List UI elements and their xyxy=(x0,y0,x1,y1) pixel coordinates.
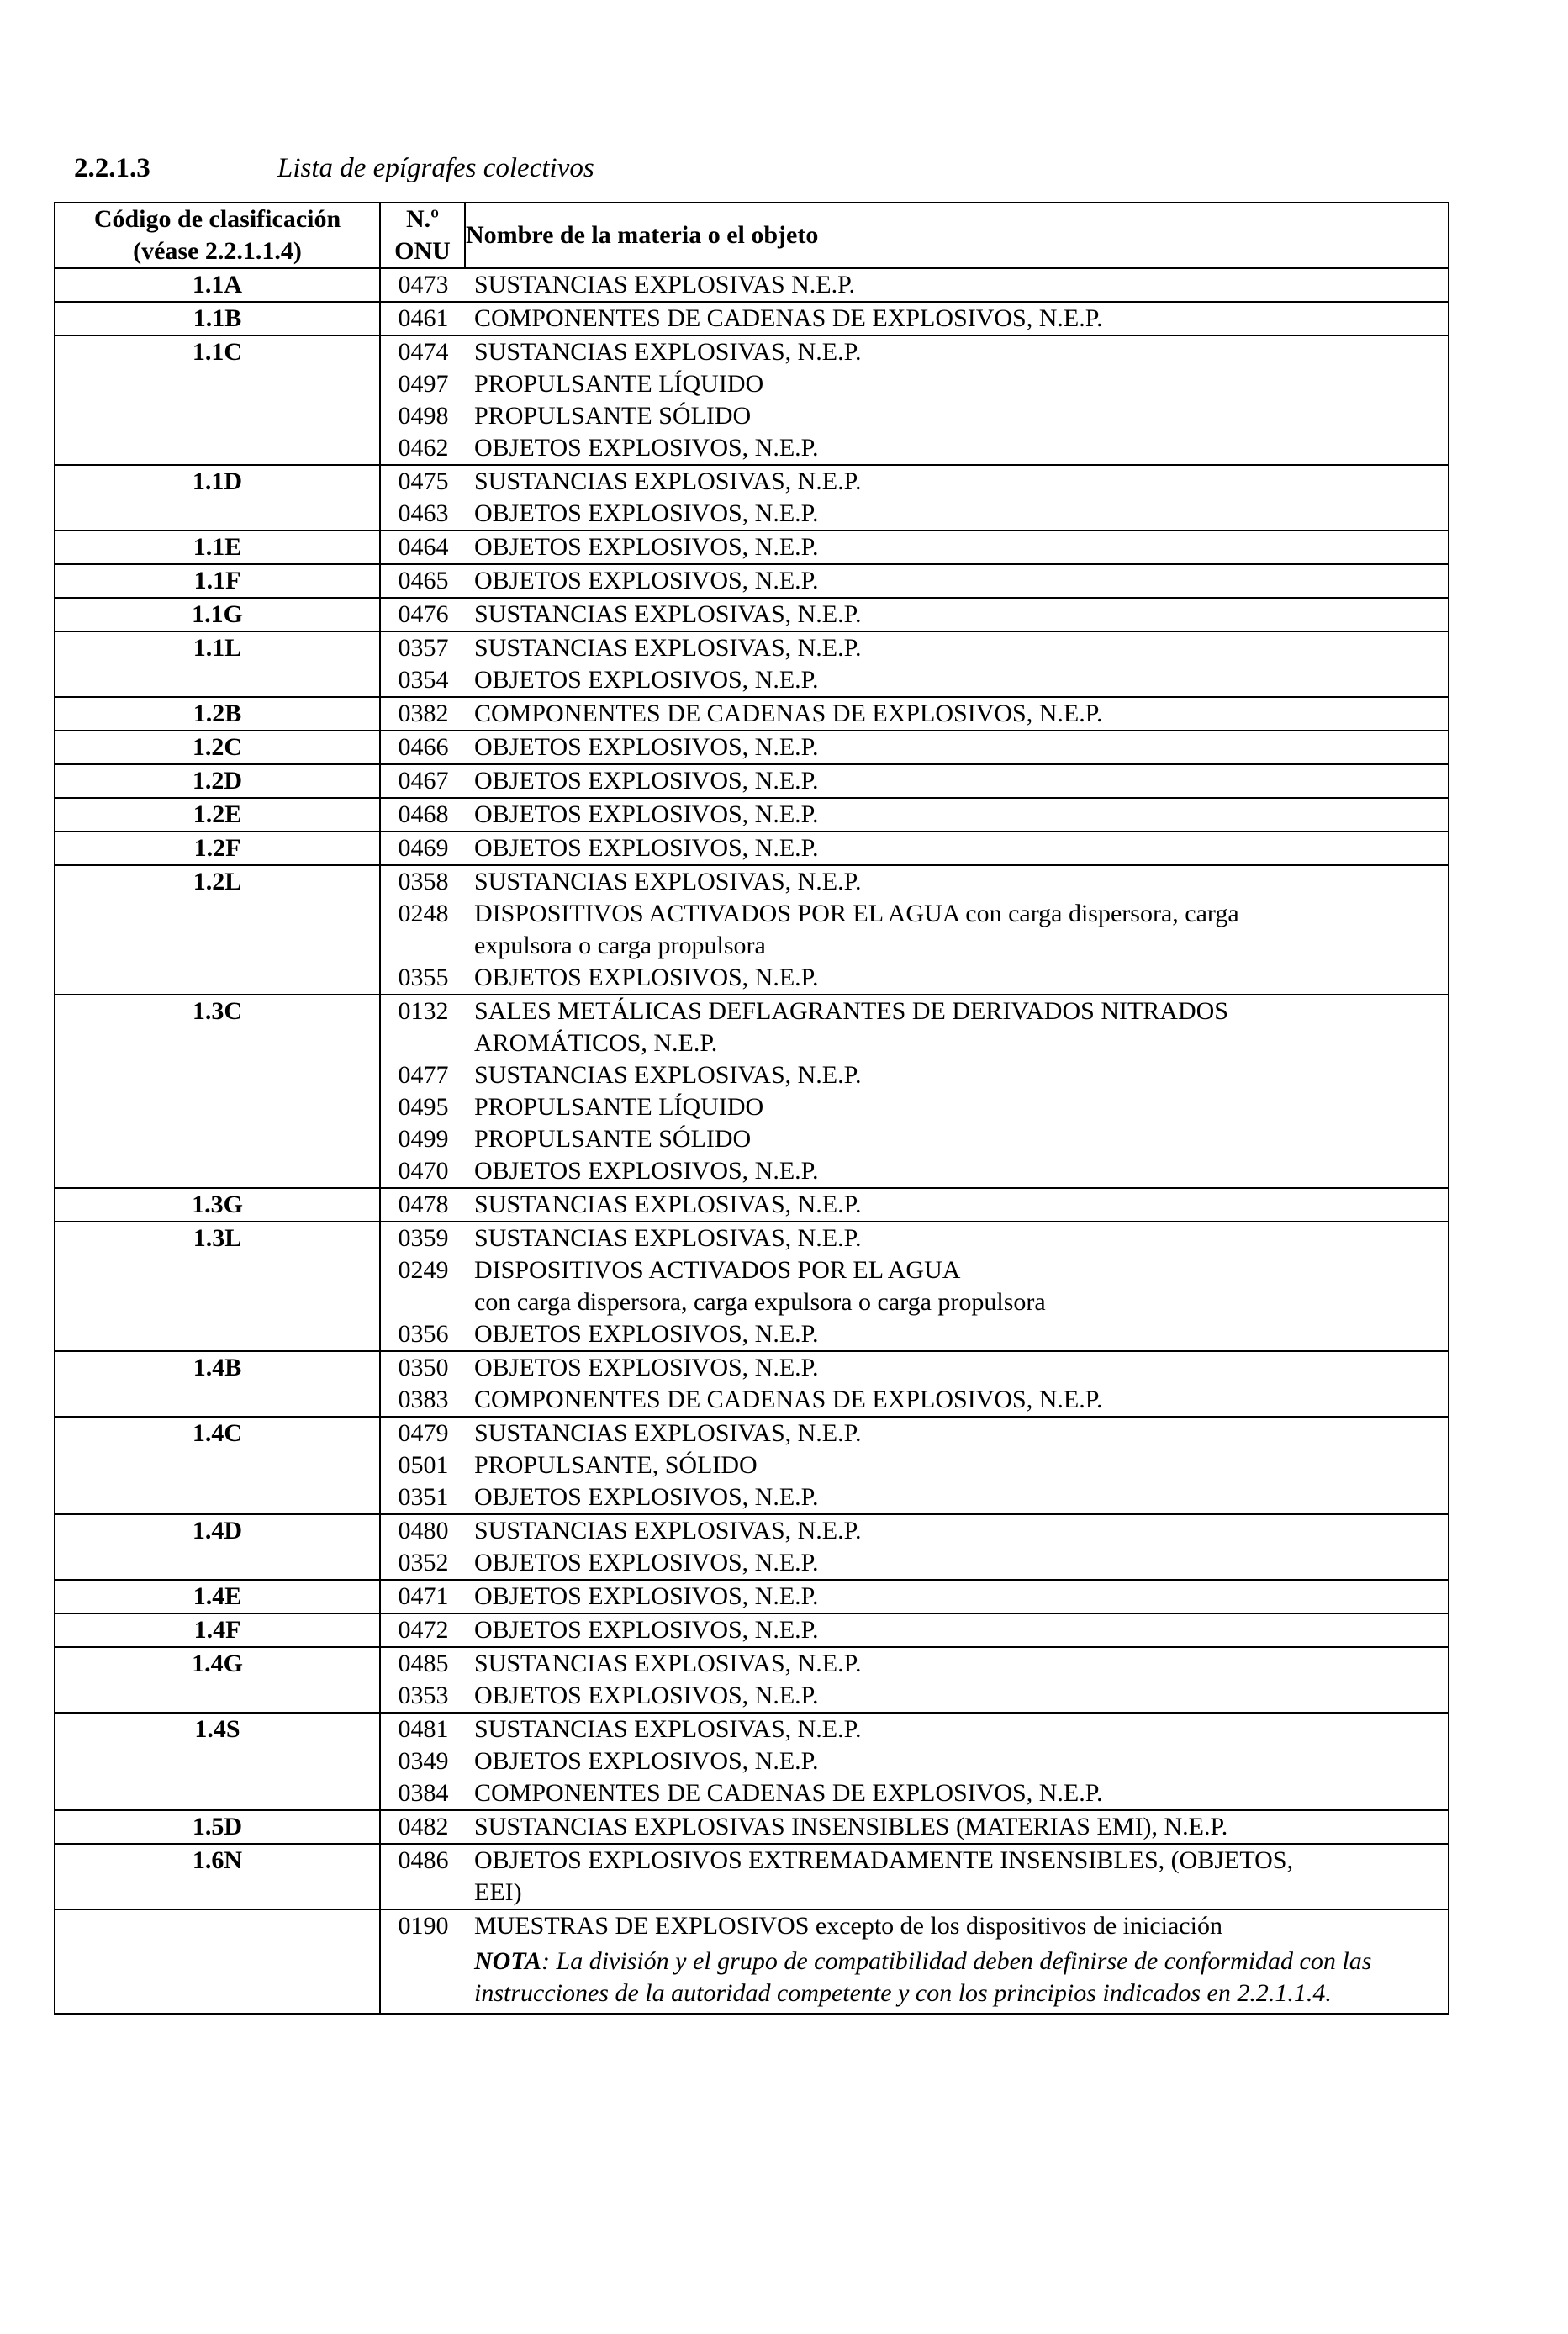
un-number: 0190 xyxy=(398,1912,449,1940)
table-row xyxy=(55,598,1449,631)
un-number: 0351 xyxy=(398,1483,449,1511)
table-row xyxy=(55,1222,1449,1351)
classification-code: 1.4D xyxy=(55,1514,380,1580)
substance-name: PROPULSANTE SÓLIDO xyxy=(474,1125,752,1153)
classification-code: 1.5D xyxy=(55,1810,380,1844)
classification-code: 1.1B xyxy=(55,302,380,335)
classification-code: 1.2D xyxy=(55,764,380,798)
table-row xyxy=(55,995,1449,1188)
un-number: 0469 xyxy=(398,834,449,862)
entries-cell xyxy=(380,1713,1449,1810)
table-row xyxy=(55,1909,1449,2014)
un-number: 0471 xyxy=(398,1582,449,1610)
classification-code: 1.4G xyxy=(55,1647,380,1713)
classification-code: 1.1E xyxy=(55,531,380,564)
substance-name: MUESTRAS DE EXPLOSIVOS excepto de los dispositivos de iniciación xyxy=(474,1912,1222,1940)
entries-cell xyxy=(380,764,1449,798)
un-number: 0359 xyxy=(398,1224,449,1252)
substance-name: expulsora o carga propulsora xyxy=(474,932,766,959)
table-row xyxy=(55,1613,1449,1647)
un-number: 0248 xyxy=(398,900,449,927)
entries-cell xyxy=(380,1222,1449,1351)
classification-code: 1.2E xyxy=(55,798,380,832)
un-number: 0357 xyxy=(398,634,449,662)
classification-code: 1.2L xyxy=(55,865,380,995)
un-number: 0499 xyxy=(398,1125,449,1153)
table-row xyxy=(55,631,1449,697)
un-number: 0353 xyxy=(398,1682,449,1709)
un-number: 0485 xyxy=(398,1650,449,1677)
un-number: 0384 xyxy=(398,1779,449,1807)
un-number: 0467 xyxy=(398,767,449,795)
entries-cell xyxy=(380,731,1449,764)
entries-cell xyxy=(380,335,1449,465)
substance-name: SUSTANCIAS EXPLOSIVAS, N.E.P. xyxy=(474,1224,862,1252)
un-number: 0383 xyxy=(398,1386,449,1413)
entries-cell xyxy=(380,268,1449,302)
entries-cell xyxy=(380,631,1449,697)
substance-name: SUSTANCIAS EXPLOSIVAS, N.E.P. xyxy=(474,338,862,366)
table-row xyxy=(55,1188,1449,1222)
table-row xyxy=(55,1844,1449,1909)
un-number: 0470 xyxy=(398,1157,449,1185)
substance-name: SUSTANCIAS EXPLOSIVAS, N.E.P. xyxy=(474,467,862,495)
entries-cell xyxy=(380,798,1449,832)
classification-code: 1.3G xyxy=(55,1188,380,1222)
substance-name: SUSTANCIAS EXPLOSIVAS, N.E.P. xyxy=(474,1650,862,1677)
un-number: 0132 xyxy=(398,997,449,1025)
un-number: 0498 xyxy=(398,402,449,430)
un-number: 0466 xyxy=(398,733,449,761)
table-note xyxy=(474,1942,1441,2013)
substance-name: SUSTANCIAS EXPLOSIVAS N.E.P. xyxy=(474,271,855,298)
entries-cell xyxy=(380,1417,1449,1514)
table-row xyxy=(55,268,1449,302)
substance-name: OBJETOS EXPLOSIVOS, N.E.P. xyxy=(474,1354,819,1381)
header-un-number xyxy=(380,203,465,268)
entries-cell xyxy=(380,564,1449,598)
classification-code: 1.3C xyxy=(55,995,380,1188)
classification-code: 1.4F xyxy=(55,1613,380,1647)
table-row xyxy=(55,1580,1449,1613)
un-number: 0468 xyxy=(398,800,449,828)
substance-name: DISPOSITIVOS ACTIVADOS POR EL AGUA con carga dispersora, carga xyxy=(474,900,1239,927)
un-number: 0382 xyxy=(398,700,449,727)
substance-name: AROMÁTICOS, N.E.P. xyxy=(474,1029,718,1057)
section-number: 2.2.1.3 xyxy=(74,153,150,183)
substance-name: con carga dispersora, carga expulsora o carga propulsora xyxy=(474,1288,1046,1316)
header-code-line1: Código de clasificación xyxy=(93,205,341,233)
entries-cell xyxy=(380,697,1449,731)
substance-name: OBJETOS EXPLOSIVOS, N.E.P. xyxy=(474,1747,819,1775)
substance-name: OBJETOS EXPLOSIVOS, N.E.P. xyxy=(474,567,819,594)
substance-name: SUSTANCIAS EXPLOSIVAS, N.E.P. xyxy=(474,600,862,628)
entries-cell xyxy=(380,598,1449,631)
note-label: NOTA xyxy=(474,1947,542,1975)
header-onu-line2: ONU xyxy=(394,237,451,265)
classification-code: 1.4B xyxy=(55,1351,380,1417)
classification-code: 1.2C xyxy=(55,731,380,764)
un-number: 0501 xyxy=(398,1451,449,1479)
substance-name: OBJETOS EXPLOSIVOS, N.E.P. xyxy=(474,533,819,561)
note-text: : La división y el grupo de compatibilidad deben definirse de conformidad con las xyxy=(541,1947,1372,1975)
un-number: 0476 xyxy=(398,600,449,628)
substance-name: OBJETOS EXPLOSIVOS, N.E.P. xyxy=(474,1616,819,1644)
substance-name: PROPULSANTE LÍQUIDO xyxy=(474,1093,764,1121)
classification-code: 1.4E xyxy=(55,1580,380,1613)
header-classification-code xyxy=(55,203,380,268)
substance-name: OBJETOS EXPLOSIVOS, N.E.P. xyxy=(474,1320,819,1348)
un-number: 0352 xyxy=(398,1549,449,1576)
un-number: 0479 xyxy=(398,1419,449,1447)
classification-code: 1.4S xyxy=(55,1713,380,1810)
substance-name: SUSTANCIAS EXPLOSIVAS INSENSIBLES (MATERIAS EMI), N.E.P. xyxy=(474,1813,1228,1840)
entries-cell xyxy=(380,865,1449,995)
un-number: 0486 xyxy=(398,1846,449,1874)
un-number: 0481 xyxy=(398,1715,449,1743)
substance-name: OBJETOS EXPLOSIVOS, N.E.P. xyxy=(474,499,819,527)
table-row xyxy=(55,465,1449,531)
entries-cell xyxy=(380,531,1449,564)
table-row xyxy=(55,335,1449,465)
substance-name: DISPOSITIVOS ACTIVADOS POR EL AGUA xyxy=(474,1256,961,1284)
table-row xyxy=(55,1417,1449,1514)
un-number: 0462 xyxy=(398,434,449,462)
note-text: instrucciones de la autoridad competente y con los principios indicados en 2.2.1.1.4. xyxy=(474,1979,1332,2007)
un-number: 0354 xyxy=(398,666,449,694)
table-row xyxy=(55,1351,1449,1417)
substance-name: OBJETOS EXPLOSIVOS, N.E.P. xyxy=(474,666,819,694)
substance-name: OBJETOS EXPLOSIVOS, N.E.P. xyxy=(474,434,819,462)
classification-code xyxy=(55,1909,380,2014)
un-number: 0497 xyxy=(398,370,449,398)
un-number: 0355 xyxy=(398,964,449,991)
substance-name: OBJETOS EXPLOSIVOS EXTREMADAMENTE INSENSIBLES, (OBJETOS, xyxy=(474,1846,1293,1874)
substance-name: OBJETOS EXPLOSIVOS, N.E.P. xyxy=(474,1157,819,1185)
substance-name: OBJETOS EXPLOSIVOS, N.E.P. xyxy=(474,964,819,991)
classification-code: 1.1D xyxy=(55,465,380,531)
entries-cell xyxy=(380,1613,1449,1647)
header-name-label: Nombre de la materia o el objeto xyxy=(466,221,819,249)
classification-code: 1.1A xyxy=(55,268,380,302)
substance-name: OBJETOS EXPLOSIVOS, N.E.P. xyxy=(474,1682,819,1709)
un-number: 0350 xyxy=(398,1354,449,1381)
substance-name: OBJETOS EXPLOSIVOS, N.E.P. xyxy=(474,767,819,795)
entries-cell xyxy=(380,995,1449,1188)
table-row xyxy=(55,731,1449,764)
substance-name: COMPONENTES DE CADENAS DE EXPLOSIVOS, N.E.P. xyxy=(474,700,1103,727)
substance-name: PROPULSANTE LÍQUIDO xyxy=(474,370,764,398)
entries-cell xyxy=(380,465,1449,531)
entries-cell xyxy=(380,1909,1449,2014)
un-number: 0349 xyxy=(398,1747,449,1775)
table-row xyxy=(55,1514,1449,1580)
substance-name: SUSTANCIAS EXPLOSIVAS, N.E.P. xyxy=(474,868,862,895)
substance-name: SALES METÁLICAS DEFLAGRANTES DE DERIVADOS NITRADOS xyxy=(474,997,1228,1025)
substance-name: SUSTANCIAS EXPLOSIVAS, N.E.P. xyxy=(474,634,862,662)
table-body xyxy=(55,268,1449,2014)
un-number: 0464 xyxy=(398,533,449,561)
un-number: 0463 xyxy=(398,499,449,527)
table-row xyxy=(55,1810,1449,1844)
un-number: 0475 xyxy=(398,467,449,495)
table-row xyxy=(55,1647,1449,1713)
section-heading xyxy=(74,150,594,187)
classification-code: 1.3L xyxy=(55,1222,380,1351)
classification-code: 1.6N xyxy=(55,1844,380,1909)
substance-name: EEI) xyxy=(474,1878,522,1906)
un-number: 0358 xyxy=(398,868,449,895)
section-title: Lista de epígrafes colectivos xyxy=(277,153,594,183)
substance-name: PROPULSANTE, SÓLIDO xyxy=(474,1451,758,1479)
un-number: 0495 xyxy=(398,1093,449,1121)
substance-name: COMPONENTES DE CADENAS DE EXPLOSIVOS, N.E.P. xyxy=(474,304,1103,332)
header-code-line2: (véase 2.2.1.1.4) xyxy=(133,237,302,265)
substance-name: SUSTANCIAS EXPLOSIVAS, N.E.P. xyxy=(474,1061,862,1089)
un-number: 0465 xyxy=(398,567,449,594)
substance-name: COMPONENTES DE CADENAS DE EXPLOSIVOS, N.E.P. xyxy=(474,1779,1103,1807)
classification-code: 1.2F xyxy=(55,832,380,865)
un-number: 0477 xyxy=(398,1061,449,1089)
table-row xyxy=(55,697,1449,731)
un-number: 0356 xyxy=(398,1320,449,1348)
entries-cell xyxy=(380,302,1449,335)
entries-cell xyxy=(380,1351,1449,1417)
substance-name: PROPULSANTE SÓLIDO xyxy=(474,402,752,430)
classification-code: 1.2B xyxy=(55,697,380,731)
classification-code: 1.1L xyxy=(55,631,380,697)
classification-code: 1.1F xyxy=(55,564,380,598)
substance-name: OBJETOS EXPLOSIVOS, N.E.P. xyxy=(474,1549,819,1576)
substance-name: SUSTANCIAS EXPLOSIVAS, N.E.P. xyxy=(474,1715,862,1743)
un-number: 0473 xyxy=(398,271,449,298)
entries-cell xyxy=(380,1188,1449,1222)
substance-name: SUSTANCIAS EXPLOSIVAS, N.E.P. xyxy=(474,1419,862,1447)
entries-cell xyxy=(380,1844,1449,1909)
table-row xyxy=(55,1713,1449,1810)
entries-cell xyxy=(380,1514,1449,1580)
table-row xyxy=(55,798,1449,832)
substance-name: OBJETOS EXPLOSIVOS, N.E.P. xyxy=(474,834,819,862)
substance-name: OBJETOS EXPLOSIVOS, N.E.P. xyxy=(474,800,819,828)
header-substance-name xyxy=(465,203,1449,268)
substance-name: OBJETOS EXPLOSIVOS, N.E.P. xyxy=(474,733,819,761)
substance-name: COMPONENTES DE CADENAS DE EXPLOSIVOS, N.E.P. xyxy=(474,1386,1103,1413)
entries-cell xyxy=(380,1810,1449,1844)
classification-code: 1.4C xyxy=(55,1417,380,1514)
un-number: 0474 xyxy=(398,338,449,366)
header-onu-line1: N.º xyxy=(405,205,440,233)
substance-name: OBJETOS EXPLOSIVOS, N.E.P. xyxy=(474,1582,819,1610)
un-number: 0478 xyxy=(398,1191,449,1218)
collective-entries-table xyxy=(54,202,1449,2015)
table-header-row xyxy=(55,203,1449,268)
table-row xyxy=(55,302,1449,335)
un-number: 0480 xyxy=(398,1517,449,1545)
un-number: 0482 xyxy=(398,1813,449,1840)
entries-cell xyxy=(380,832,1449,865)
classification-code: 1.1C xyxy=(55,335,380,465)
un-number: 0461 xyxy=(398,304,449,332)
substance-name: SUSTANCIAS EXPLOSIVAS, N.E.P. xyxy=(474,1191,862,1218)
un-number: 0472 xyxy=(398,1616,449,1644)
substance-name: OBJETOS EXPLOSIVOS, N.E.P. xyxy=(474,1483,819,1511)
table-row xyxy=(55,865,1449,995)
classification-code: 1.1G xyxy=(55,598,380,631)
un-number: 0249 xyxy=(398,1256,449,1284)
entries-cell xyxy=(380,1580,1449,1613)
table-row xyxy=(55,564,1449,598)
table-row xyxy=(55,764,1449,798)
table-row xyxy=(55,832,1449,865)
entries-cell xyxy=(380,1647,1449,1713)
table-row xyxy=(55,531,1449,564)
substance-name: SUSTANCIAS EXPLOSIVAS, N.E.P. xyxy=(474,1517,862,1545)
